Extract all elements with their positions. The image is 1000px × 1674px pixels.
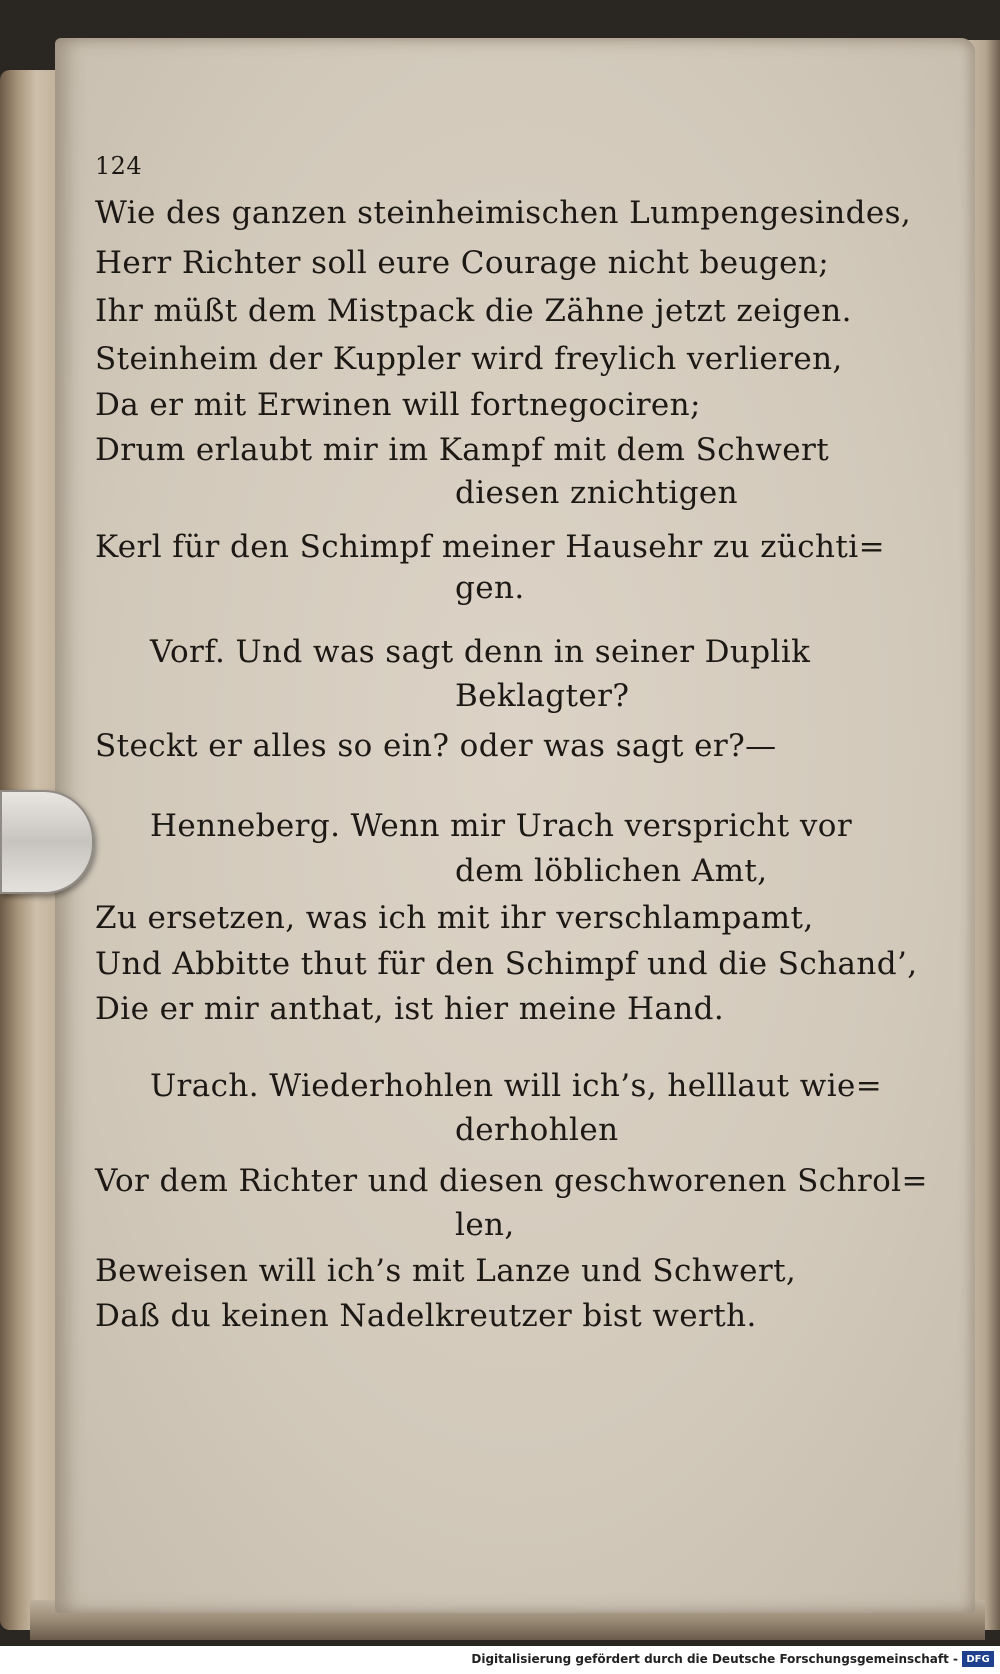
text-line: Und Abbitte thut für den Schimpf und die Schand’, (95, 946, 918, 982)
text-line: dem löblichen Amt, (455, 853, 768, 889)
text-line: Beweisen will ich’s mit Lanze und Schwert, (95, 1253, 797, 1289)
dfg-logo: DFG (962, 1651, 994, 1667)
digitization-footer (0, 1646, 1000, 1674)
text-line: gen. (455, 570, 525, 606)
text-line: Die er mir anthat, ist hier meine Hand. (95, 991, 725, 1027)
text-line: Zu ersetzen, was ich mit ihr verschlampamt, (95, 900, 814, 936)
text-line: Steinheim der Kuppler wird freylich verlieren, (95, 341, 843, 377)
text-line: Ihr müßt dem Mistpack die Zähne jetzt zeigen. (95, 293, 852, 329)
text-line: Kerl für den Schimpf meiner Hausehr zu züchti= (95, 529, 885, 565)
text-line: derhohlen (455, 1112, 619, 1148)
text-line: Wie des ganzen steinheimischen Lumpengesindes, (95, 195, 912, 231)
text-line: Beklagter? (455, 678, 630, 714)
speaker-line: Henneberg. Wenn mir Urach verspricht vor (150, 808, 853, 844)
text-line: Daß du keinen Nadelkreutzer bist werth. (95, 1298, 757, 1334)
footer-credit: Digitalisierung gefördert durch die Deutsche Forschungsgemeinschaft - (471, 1652, 958, 1666)
text-line: len, (455, 1207, 515, 1243)
speaker-line: Urach. Wiederhohlen will ich’s, helllaut wie= (150, 1068, 883, 1104)
text-line: diesen znichtigen (455, 475, 739, 511)
speaker-line: Vorf. Und was sagt denn in seiner Duplik (150, 634, 811, 670)
text-line: Vor dem Richter und diesen geschworenen Schrol= (95, 1163, 928, 1199)
text-line: Da er mit Erwinen will fortnegociren; (95, 387, 701, 423)
page-number: 124 (95, 152, 143, 180)
text-line: Herr Richter soll eure Courage nicht beugen; (95, 245, 830, 281)
text-line: Drum erlaubt mir im Kampf mit dem Schwert (95, 432, 830, 468)
text-line: Steckt er alles so ein? oder was sagt er?— (95, 728, 777, 764)
